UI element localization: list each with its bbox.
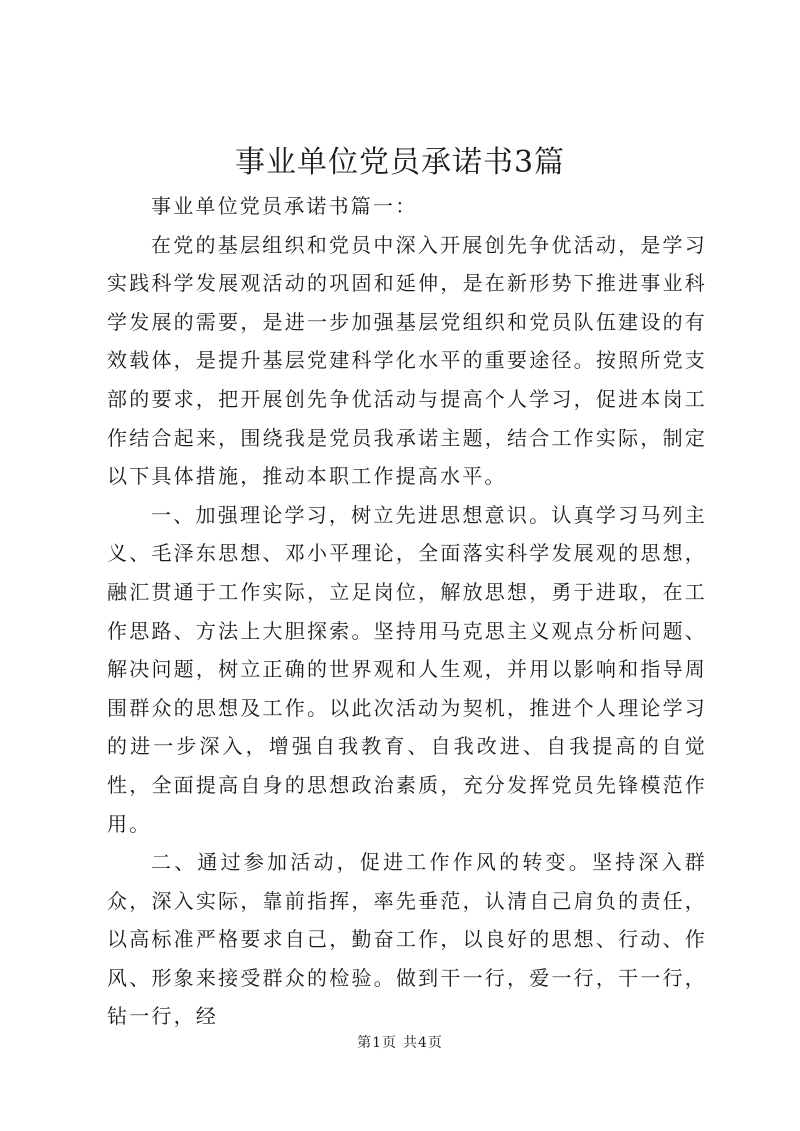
document-title: 事业单位党员承诺书3篇 xyxy=(234,145,566,180)
paragraph-point-two: 二、通过参加活动，促进工作作风的转变。坚持深入群众，深入实际，靠前指挥，率先垂范，认清自己肩负的责任，以高标准严格要求自己，勤奋工作，以良好的思想、行动、作风、形象来接受群众的检验。做到干一行，爱一行，干一行，钻一行，经 xyxy=(107,850,707,1029)
page-number: 第1页 xyxy=(357,1035,397,1051)
document-body xyxy=(107,187,707,1036)
section-heading: 事业单位党员承诺书篇一： xyxy=(151,194,418,218)
paragraph-intro: 在党的基层组织和党员中深入开展创先争优活动，是学习实践科学发展观活动的巩固和延伸，是在新形势下推进事业科学发展的需要，是进一步加强基层党组织和党员队伍建设的有效载体，是提升基层党建科学化水平的重要途径。按照所党支部的要求，把开展创先争优活动与提高个人学习，促进本岗工作结合起来，围绕我是党员我承诺主题，结合工作实际，制定以下具体措施，推动本职工作提高水平。 xyxy=(107,232,707,489)
paragraph-point-one: 一、加强理论学习，树立先进思想意识。认真学习马列主义、毛泽东思想、邓小平理论，全面落实科学发展观的思想，融汇贯通于工作实际，立足岗位，解放思想，勇于进取，在工作思路、方法上大胆探索。坚持用马克思主义观点分析问题、解决问题，树立正确的世界观和人生观，并用以影响和指导周围群众的思想及工作。以此次活动为契机，推进个人理论学习的进一步深入，增强自我教育、自我改进、自我提高的自觉性，全面提高自身的思想政治素质，充分发挥党员先锋模范作用。 xyxy=(107,502,707,836)
page-total: 共4页 xyxy=(403,1035,443,1051)
page-footer xyxy=(0,1033,800,1053)
